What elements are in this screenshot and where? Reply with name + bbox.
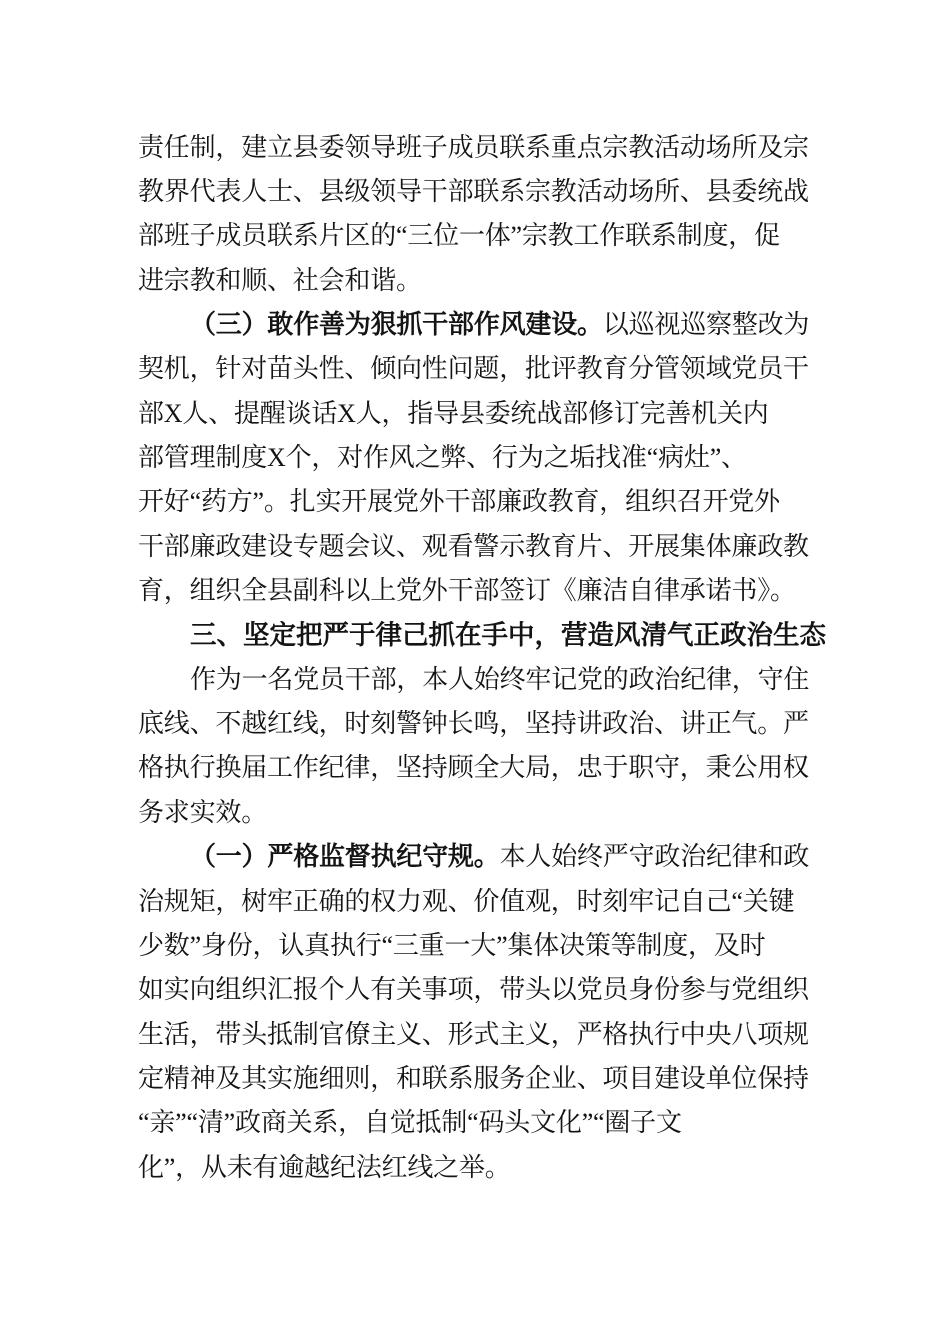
doc-line-text: 教界代表人士、县级领导干部联系宗教活动场所、县委统战 [138, 177, 809, 207]
doc-line-text: 本人始终严守政治纪律和政 [499, 842, 810, 872]
doc-line [138, 1054, 828, 1098]
document-text-body [138, 123, 828, 1187]
doc-line [138, 655, 828, 699]
doc-line [138, 877, 828, 921]
doc-line-text: 定精神及其实施细则，和联系服务企业、项目建设单位保持 [138, 1063, 809, 1093]
doc-line-text: 作为一名党员干部，本人始终牢记党的政治纪律，守住 [190, 664, 810, 694]
doc-line-text: 育，组织全县副科以上党外干部签订《廉洁自律承诺书》。 [138, 576, 796, 606]
doc-line [138, 1143, 828, 1187]
doc-line-text: 进宗教和顺、社会和谐。 [138, 265, 422, 295]
doc-line [138, 212, 828, 256]
doc-line-text: 部X人、提醒谈话X人，指导县委统战部修订完善机关内 [138, 398, 769, 428]
section-heading-three [138, 611, 828, 655]
doc-line-text: 契机，针对苗头性、倾向性问题，批评教育分管领域党员干 [138, 354, 809, 384]
doc-line [138, 788, 828, 832]
doc-line [138, 744, 828, 788]
doc-line [138, 433, 828, 477]
doc-line-text: 少数”身份，认真执行“三重一大”集体决策等制度，及时 [138, 930, 766, 960]
doc-line-text: 部班子成员联系片区的“三位一体”宗教工作联系制度，促 [138, 221, 780, 251]
subsection-lead-in: （三）敢作善为狠抓干部作风建设。 [190, 310, 603, 340]
doc-line-text: 治规矩，树牢正确的权力观、价值观，时刻牢记自己“关键 [138, 886, 795, 916]
doc-line [138, 167, 828, 211]
doc-line-text: 格执行换届工作纪律，坚持顾全大局，忠于职守，秉公用权 [138, 753, 809, 783]
doc-line [138, 966, 828, 1010]
subsection-lead-in: （一）严格监督执纪守规。 [190, 842, 500, 872]
doc-line [138, 522, 828, 566]
doc-line [138, 123, 828, 167]
doc-line [138, 566, 828, 610]
doc-line-text: 部管理制度X个，对作风之弊、行为之垢找准“病灶”、 [138, 443, 747, 473]
doc-line [138, 345, 828, 389]
doc-line-text: 开好“药方”。扎实开展党外干部廉政教育，组织召开党外 [138, 487, 780, 517]
doc-line-subsection-three [138, 300, 828, 344]
doc-line [138, 389, 828, 433]
doc-line-subsection-one [138, 833, 828, 877]
doc-line-text: 干部廉政建设专题会议、观看警示教育片、开展集体廉政教 [138, 531, 809, 561]
doc-line-text: 底线、不越红线，时刻警钟长鸣，坚持讲政治、讲正气。严 [138, 709, 809, 739]
doc-line-text: 生活，带头抵制官僚主义、形式主义，严格执行中央八项规 [138, 1019, 809, 1049]
doc-line-text: “亲”“清”政商关系，自觉抵制“码头文化”“圈子文 [138, 1108, 682, 1138]
doc-line-text: 责任制，建立县委领导班子成员联系重点宗教活动场所及宗 [138, 132, 809, 162]
doc-line [138, 1099, 828, 1143]
doc-line-text: 化”，从未有逾越纪法红线之举。 [138, 1152, 511, 1182]
doc-line [138, 478, 828, 522]
doc-line [138, 1010, 828, 1054]
doc-line [138, 256, 828, 300]
section-heading-text: 三、坚定把严于律己抓在手中，营造风清气正政治生态 [190, 620, 826, 651]
doc-line-text: 如实向组织汇报个人有关事项，带头以党员身份参与党组织 [138, 975, 809, 1005]
doc-line-text: 务求实效。 [138, 797, 268, 827]
doc-line [138, 921, 828, 965]
doc-line-text: 以巡视巡察整改为 [602, 310, 810, 340]
doc-line [138, 699, 828, 743]
